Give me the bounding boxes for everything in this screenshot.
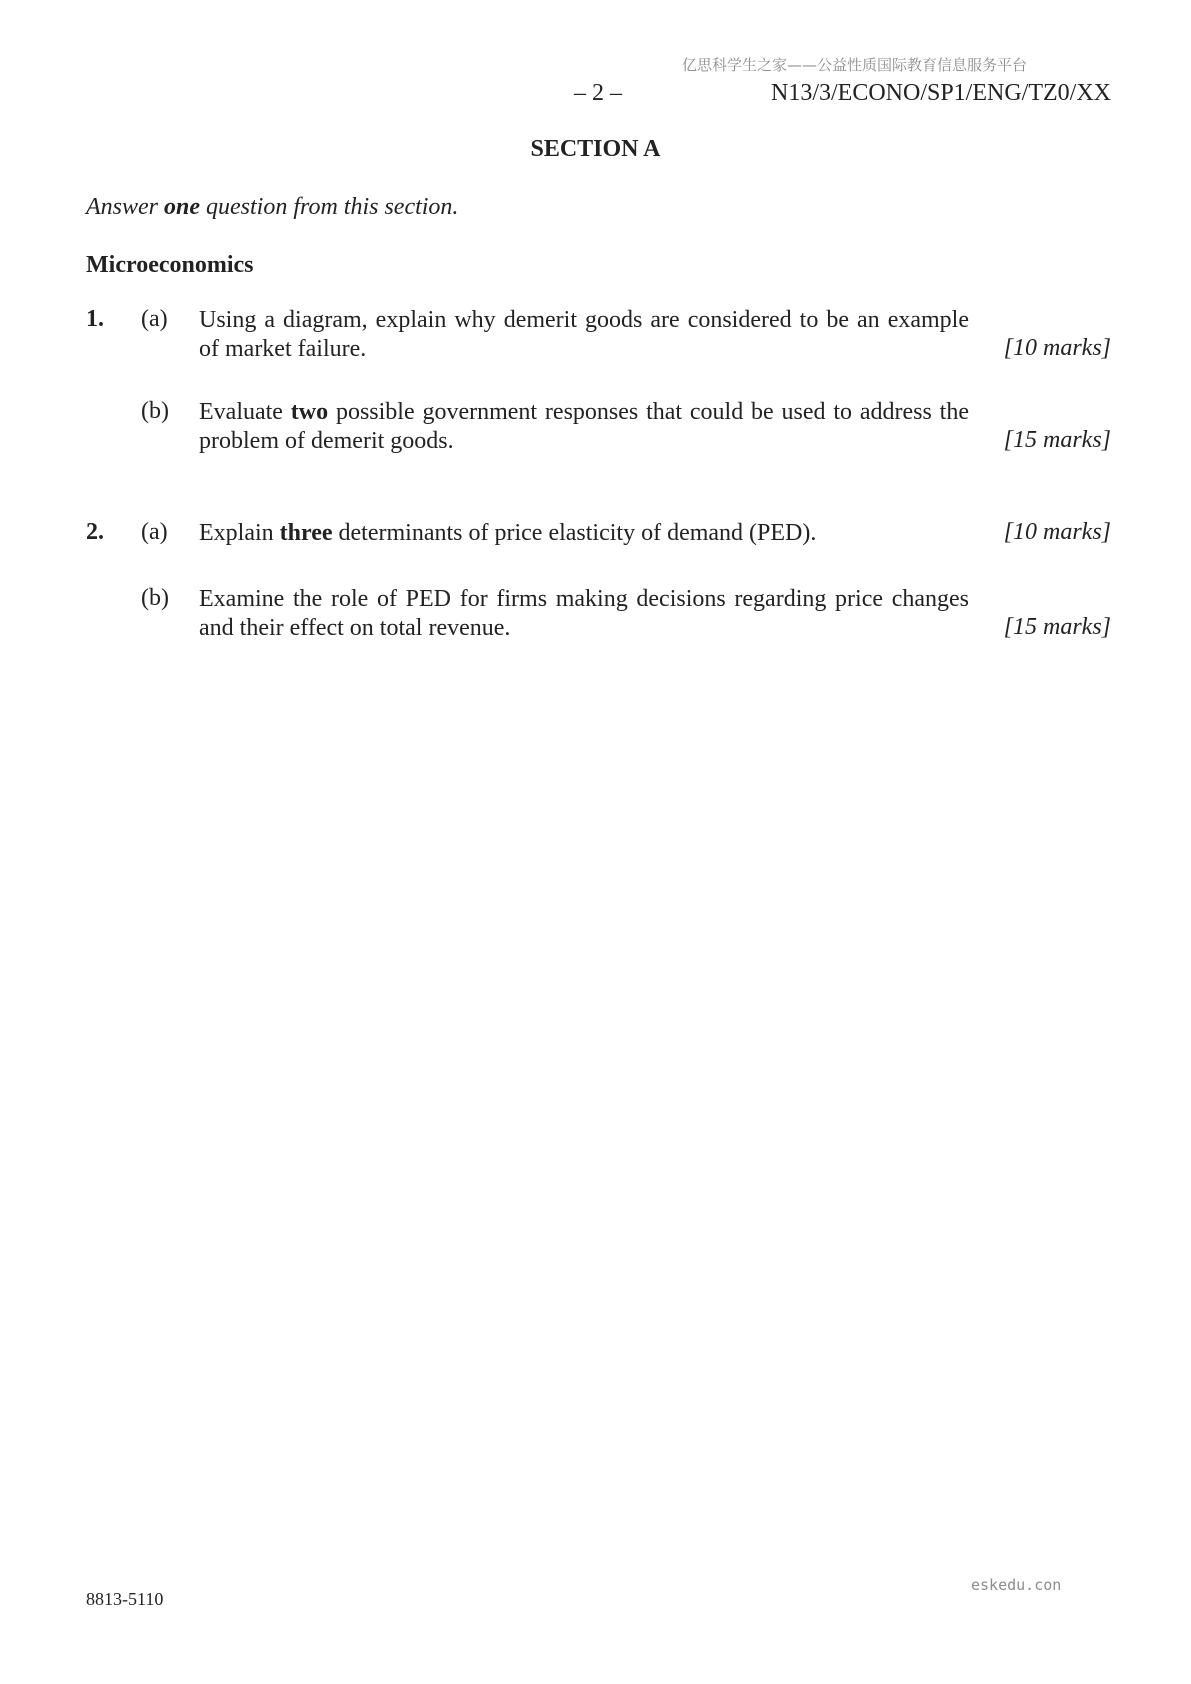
question-1b-label: (b) bbox=[141, 398, 169, 424]
question-2a-marks: [10 marks] bbox=[1003, 519, 1111, 545]
subsection-title: Microeconomics bbox=[86, 252, 254, 278]
page-number: – 2 – bbox=[574, 80, 622, 106]
question-2a-label: (a) bbox=[141, 519, 168, 545]
top-watermark: 亿思科学生之家——公益性质国际教育信息服务平台 bbox=[682, 56, 1028, 74]
footer-code: 8813-5110 bbox=[86, 1589, 164, 1609]
question-2b-label: (b) bbox=[141, 585, 169, 611]
question-1-number: 1. bbox=[86, 306, 104, 332]
question-1a-label: (a) bbox=[141, 306, 168, 332]
question-1b-text bbox=[199, 398, 969, 456]
instruction-text-before: Answer bbox=[86, 194, 164, 220]
bottom-watermark: eskedu.con bbox=[971, 1576, 1062, 1594]
question-1b-emphasis: two bbox=[290, 399, 329, 425]
question-2a-text-before: Explain bbox=[199, 520, 280, 546]
question-2a-emphasis: three bbox=[279, 520, 333, 546]
instruction-emphasis: one bbox=[164, 194, 200, 220]
question-2b-text: Examine the role of PED for firms making decisions regarding price changes and their effect on total revenue. bbox=[199, 586, 969, 641]
question-2a-text-after: determinants of price elasticity of demand (PED). bbox=[332, 520, 817, 546]
section-instruction bbox=[86, 194, 458, 221]
question-1b-text-after: possible government responses that could be used to address the problem of demerit goods. bbox=[199, 399, 969, 454]
instruction-text-after: question from this section. bbox=[200, 194, 459, 220]
question-2-number: 2. bbox=[86, 519, 104, 545]
question-2b-marks: [15 marks] bbox=[1003, 614, 1111, 640]
question-1b-marks: [15 marks] bbox=[1003, 427, 1111, 453]
section-title: SECTION A bbox=[530, 136, 661, 162]
question-1a-text: Using a diagram, explain why demerit goods are considered to be an example of market failure. bbox=[199, 307, 969, 362]
question-1a-marks: [10 marks] bbox=[1003, 335, 1111, 361]
question-2a-text bbox=[199, 519, 969, 548]
question-1b-text-before: Evaluate bbox=[199, 399, 291, 425]
paper-code: N13/3/ECONO/SP1/ENG/TZ0/XX bbox=[770, 80, 1111, 106]
